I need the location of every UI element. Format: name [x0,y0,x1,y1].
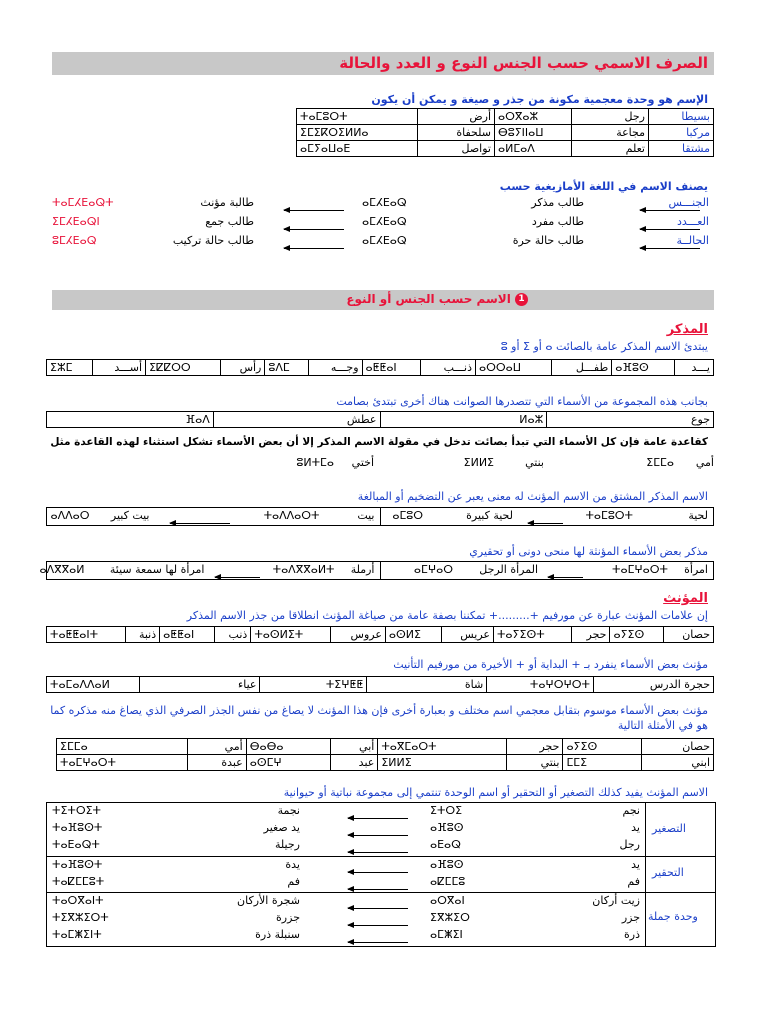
ar-cell: مجاعة [572,125,649,141]
section-title-text: الاسم حسب الجنس أو النوع [346,292,511,306]
classify-a: طالب مفرد [531,215,584,228]
tf-cell: ⵜⴰⵢⵉⵙⵜ [493,627,571,643]
exception-heading: بجانب هذه المجموعة من الأسماء التي تتصدرها الصوانت هناك أخرى تبتدئ بصامت [336,395,708,408]
tf-cell: ⵉⵎⵉⴽⵔⵉⵍⵍⴰ [297,125,418,141]
dim-a: ذرة [624,928,640,941]
section-number: 1 [515,293,528,306]
group-label: التصغير [652,822,686,835]
ar-cell: حجرة الدرس [593,677,713,693]
tf-cell: ⵉⵣⵎ [47,360,93,376]
dim-d: ⵜⴰⵇⵎⵎⵓⵜ [52,875,105,888]
exceptions-line [52,456,714,472]
dim-d: ⵜⴰⴼⵓⵙⵜ [52,821,103,834]
ar-cell: سلحفاة [418,125,495,141]
tf-cell: ⵉⵍⵍⵉ [378,755,507,771]
ar-cell: بنتي [507,755,563,771]
classify-row [52,234,714,252]
feminine-title: المؤنث [663,591,708,606]
derived-a: لحية [688,509,708,522]
ar-cell: أمي [187,739,246,755]
exception-table [46,411,714,428]
dim-b: ⵉⴳⵣⵉⵔ [430,911,470,924]
dim-d: ⵜⵉⴳⵣⵉⵔⵜ [52,911,109,924]
tf-cell: ⵍⴰⵣ [380,412,547,428]
dim-row [50,858,640,874]
ar-cell: عطش [213,412,380,428]
tf-cell: ⵓⴷⵎ [265,360,309,376]
arrow-icon [215,570,260,583]
dim-c: فم [287,875,300,888]
masculine-rule: يبتدئ الاسم المذكر عامة بالصائت ⴰ أو ⵉ أو ⵓ [500,340,708,353]
intro-heading: الإسم هو وحدة معجمية مكونة من جذر و صيغة و يمكن أن يكون [371,93,708,106]
tf-cell: ⵉⵎⵎⴰ [57,739,188,755]
table-row [47,562,714,580]
tf-cell: ⴱⵓⵢⵏⵏⴰⵡ [495,125,572,141]
tf-cell: ⵉⵍⵍⵉ [463,456,494,469]
tf-cell: ⴰⵔⴳⴰⵣ [495,109,572,125]
table-row [47,677,714,693]
dim-b: ⴰⵇⵎⵎⵓ [430,875,466,888]
dim-b: ⵉⵜⵔⵉ [430,804,463,817]
masculine-table [46,359,714,376]
masculine-title: المذكر [666,322,708,337]
dim-row [50,804,640,820]
tf-cell: ⵎⵎⵉ [563,755,641,771]
arrow-icon [348,845,408,858]
diminutive-heading: الاسم المؤنث يفيد كذلك التصغير أو التحقير أو اسم الوحدة تنتمي إلى مجموعة نباتية أو حيوانية [283,786,708,799]
dim-b: ⴰⴼⵓⵙ [430,858,464,871]
ar-cell: ابني [641,755,713,771]
dim-a: جزر [621,911,640,924]
classify-a: طالب مذكر [531,196,584,209]
arrow-icon [348,935,408,948]
ar-cell: أرض [418,109,495,125]
classify-a: طالب حالة حرة [512,234,584,247]
group-label: وحدة جملة [648,910,698,923]
dim-a: زيت أركان [592,894,640,907]
ar-cell: تعلم [572,141,649,157]
classify-d: ⵉⵎⵃⴹⴰⵕⵏ [52,215,100,228]
dim-row [50,821,640,837]
classify-b: ⴰⵎⵃⴹⴰⵕ [362,196,407,209]
dim-a: فم [627,875,640,888]
ar-cell: حصان [641,739,713,755]
ar-cell: رأس [220,360,264,376]
classify-c: طالب جمع [205,215,254,228]
classify-row [52,196,714,214]
contempt-b: ⵜⴰⴷⴳⴳⴰⵍⵜ [272,563,335,576]
ar-cell: حجر [507,739,563,755]
contempt-heading: مذكر بعض الأسماء المؤنثة لها منحى دونى أو تحقيري [469,545,708,558]
contempt-a: أرملة [350,563,375,576]
tf-cell: ⴰⵍⵎⴰⴷ [495,141,572,157]
dim-b: ⴰⵎⵥⵉⵏ [430,928,463,941]
dim-b: ⴰⵔⴳⴰⵏ [430,894,465,907]
tf-cell: ⴱⴰⴱⴰ [246,739,331,755]
ar-cell: أختي [351,456,374,469]
classify-d: ⵓⵎⵃⴹⴰⵕ [52,234,97,247]
dim-a: نجم [622,804,640,817]
dim-a: رجل [619,838,640,851]
ar-cell: عروس [331,627,386,643]
type-cell: مشتقا [649,141,714,157]
contempt-d: ⴰⵎⵖⴰⵔ [413,563,453,576]
feminine-pairs-table [56,738,714,771]
ar-cell: ذنبة [125,627,160,643]
feminine-rule3: مؤنث بعض الأسماء موسوم بتقابل معجمي اسم مختلف و بعبارة أخرى فإن هذا المؤنث لا يصاغ من نفس الجذر الصرفي الذي يصاغ منه مذكره كما هو في الأمثلة التالية [50,704,708,732]
classify-label: الحالــة [676,234,709,247]
contempt-a: امرأة [684,563,708,576]
dim-b: ⴰⴹⴰⵕ [430,838,461,851]
feminine-table [46,626,714,643]
tf-cell: ⴰⵢⵉⵙ [610,627,664,643]
dim-b: ⴰⴼⵓⵙ [430,821,464,834]
dim-row [50,894,640,910]
table-row [47,508,714,526]
tf-cell: ⵓⵍⵜⵎⴰ [296,456,334,469]
ar-cell: ذنـــب [421,360,476,376]
derived-heading: الاسم المذكر المشتق من الاسم المؤنث له معنى يعبر عن التضخيم أو المبالغة [357,490,708,503]
tf-cell: ⵜⴰⵎⵖⴰⵔⵜ [57,755,188,771]
dim-c: رجيلة [275,838,300,851]
ar-cell: حصان [664,627,714,643]
table-row [297,125,714,141]
ar-cell: أبي [331,739,378,755]
tf-cell: ⴰⵙⵍⵉ [385,627,441,643]
arrow-icon [284,241,344,254]
derived-b: ⵜⴰⴷⴷⴰⵔⵜ [263,509,320,522]
ar-cell: طفـــل [551,360,612,376]
contempt-c: امرأة لها سمعة سيئة [109,563,205,576]
ar-cell: تواصل [418,141,495,157]
dim-row [50,911,640,927]
tf-cell: ⴰⴼⵓⵙ [612,360,674,376]
dim-c: يدة [285,858,300,871]
table-row [47,360,714,376]
arrow-icon [548,570,583,583]
tf-cell: ⴰⵟⵟⴰⵏ [362,360,421,376]
tf-cell: ⵜⴰⵟⵟⴰⵏⵜ [47,627,126,643]
arrow-icon [640,241,700,254]
table-row [57,739,714,755]
ar-cell: عبدة [187,755,246,771]
dim-d: ⵜⵉⵜⵔⵉⵜ [52,804,101,817]
ar-cell: وجـــه [309,360,362,376]
dim-a: يد [631,821,640,834]
ar-cell: جوع [547,412,714,428]
dim-c: نجمة [277,804,300,817]
table-row [47,627,714,643]
table-row [297,141,714,157]
ar-cell: ذنب [214,627,251,643]
classify-label: العـــدد [676,215,709,228]
classify-d: ⵜⴰⵎⵃⴹⴰⵕⵜ [52,196,114,209]
classify-row [52,215,714,233]
dim-d: ⵜⴰⴼⵓⵙⵜ [52,858,103,871]
derived-b: ⵜⴰⵎⵓⵔⵜ [585,509,633,522]
classify-heading: يصنف الاسم في اللغة الأمازيغية حسب [499,180,708,193]
tf-cell: ⵜⴰⵎⴰⴷⴷⴰⵍ [47,677,140,693]
dim-d: ⵜⴰⵔⴳⴰⵏⵜ [52,894,104,907]
section-title [346,292,528,306]
dim-d: ⵜⴰⵎⵥⵉⵏⵜ [52,928,102,941]
intro-table [296,108,714,157]
classify-b: ⴰⵎⵃⴹⴰⵕ [362,234,407,247]
rule2: كقاعدة عامة فإن كل الأسماء التي تبدأ بصائت تدخل في مقولة الاسم المذكر إلا أن بعض الأسماء تشكل استثناء لهذه القاعدة مثل [50,436,708,448]
dim-c: يد صغير [263,821,300,834]
table-row [297,109,714,125]
table-row [57,755,714,771]
tf-cell: ⵜⴰⵙⵍⵉⵜ [251,627,331,643]
dim-d: ⵜⴰⴹⴰⵕⵜ [52,838,100,851]
dim-c: شجرة الأركان [237,894,300,907]
group-label: التحقير [652,866,684,879]
table-row [47,412,714,428]
page-title: الصرف الاسمي حسب الجنس النوع و العدد والحالة [339,54,708,72]
ar-cell: يـــد [674,360,713,376]
dim-row [50,928,640,944]
tf-cell: ⴼⴰⴷ [47,412,214,428]
tf-cell: ⵉⵇⵇⵔⵔ [146,360,221,376]
tf-cell: ⴰⵢⵉⵙ [563,739,641,755]
tf-cell: ⵜⴰⵖⵔⵖⵔⵜ [487,677,594,693]
ar-cell: أمي [695,456,714,469]
tf-cell: ⵜⴰⵎⵓⵔⵜ [297,109,418,125]
ar-cell: عريس [441,627,493,643]
classify-label: الجنـــس [668,196,709,209]
tf-cell: ⵜⴰⴳⵎⴰⵔⵜ [378,739,507,755]
dim-c: جزرة [276,911,300,924]
derived-table [46,507,714,526]
ar-cell: رجل [572,109,649,125]
dim-row [50,875,640,891]
ar-cell: حجر [571,627,610,643]
ar-cell: أســـد [92,360,146,376]
contempt-table [39,561,714,580]
dim-row [50,838,640,854]
arrow-icon [170,516,230,529]
ar-cell: بنتي [525,456,544,469]
contempt-b: ⵜⴰⵎⵖⴰⵔⵜ [612,563,668,576]
dim-a: يد [631,858,640,871]
ar-cell: عياء [140,677,260,693]
derived-c: بيت كبير [110,509,150,522]
tf-cell: ⴰⵟⵟⴰⵏ [160,627,214,643]
tf-cell: ⵉⵎⵎⴰ [646,456,674,469]
dim-c: سنبلة ذرة [255,928,300,941]
derived-a: بيت [357,509,375,522]
feminine-rule: إن علامات المؤنث عبارة عن مورفيم +.........+ تمكننا بصفة عامة من صياغة المؤنث انطلاقا من جذر الاسم المذكر [186,609,708,622]
arrow-icon [528,516,563,529]
contempt-d: ⴰⴷⴳⴳⴰⵍ [39,563,85,576]
classify-b: ⴰⵎⵃⴹⴰⵕ [362,215,407,228]
type-cell: مركبا [649,125,714,141]
feminine-rule2: مؤنث بعض الأسماء ينفرد بـ + البداية أو + الأخيرة من مورفيم التأنيث [393,658,708,671]
tf-cell: ⴰⵙⵎⵖ [246,755,331,771]
diminutive-divider [645,802,646,946]
feminine-table2 [46,676,714,693]
type-cell: بسيطا [649,109,714,125]
tf-cell: ⴰⵔⵔⴰⵡ [476,360,552,376]
derived-d: ⴰⵎⵓⵔ [392,509,423,522]
tf-cell: ⴰⵎⵢⴰⵡⴰⴹ [297,141,418,157]
ar-cell: شاة [367,677,487,693]
classify-c: طالبة مؤنث [200,196,254,209]
ar-cell: عبد [331,755,378,771]
tf-cell: ⵜⵉⵖⵟⵟ [260,677,367,693]
derived-c: لحية كبيرة [466,509,513,522]
classify-c: طالب حالة تركيب [172,234,254,247]
derived-d: ⴰⴷⴷⴰⵔ [50,509,90,522]
contempt-c: المرأة الرجل [479,563,538,576]
